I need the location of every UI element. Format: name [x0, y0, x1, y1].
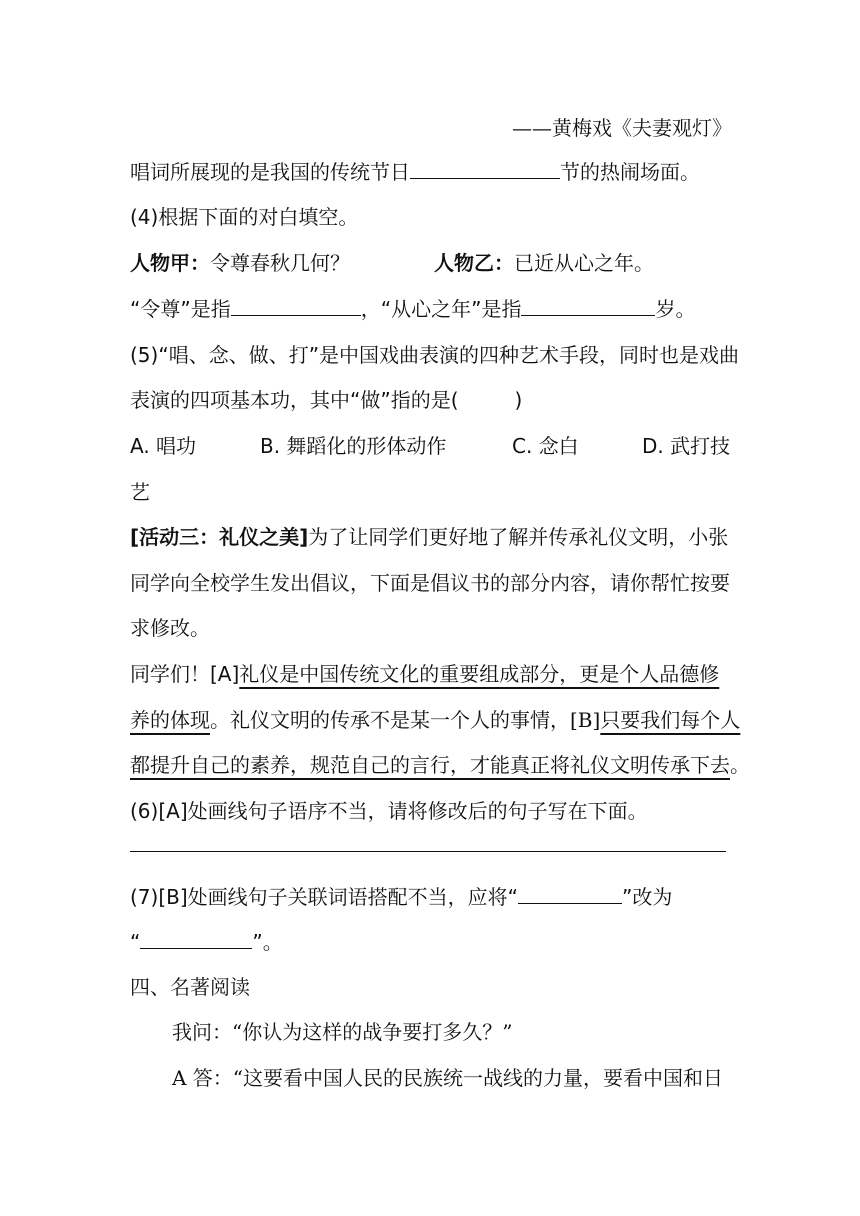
activity3-label: [活动三：礼仪之美] — [130, 525, 309, 549]
option-c[interactable]: C. 念白 — [512, 434, 579, 458]
attribution: ——黄梅戏《夫妻观灯》 — [512, 116, 732, 140]
q7-open-quote: “ — [130, 930, 141, 954]
q7-text-pre: (7)[B]处画线句子关联词语搭配不当，应将“ — [130, 885, 519, 909]
reading-paragraph-1: 我问：“你认为这样的战争要打多久？” — [172, 1020, 513, 1044]
q6-answer-line[interactable] — [130, 851, 726, 852]
speaker-a-text: 令尊春秋几何？ — [210, 251, 350, 275]
speaker-a-label: 人物甲： — [130, 251, 210, 275]
q4-blank-2[interactable] — [521, 295, 655, 316]
q5-line2-text: 表演的四项基本功，其中“做”指的是( — [130, 388, 459, 412]
q6-prompt: (6)[A]处画线句子语序不当，请将修改后的句子写在下面。 — [130, 799, 648, 823]
dialogue-line-b — [434, 249, 654, 277]
underlined-sentence-b-end: 都提升自己的素养，规范自己的言行，才能真正将礼仪文明传承下去 — [130, 753, 730, 777]
q3-blank[interactable] — [410, 158, 560, 179]
q4-fill-line — [130, 295, 695, 323]
dialogue-line — [130, 249, 350, 277]
q7-line2 — [130, 928, 283, 956]
activity3-line1 — [130, 523, 728, 551]
option-a[interactable]: A. 唱功 — [130, 434, 197, 458]
proposal-greeting: 同学们！[A] — [130, 662, 240, 686]
q7-blank-2[interactable] — [140, 928, 252, 949]
proposal-middle-text: 。礼仪文明的传承不是某一个人的事情，[B] — [210, 708, 601, 732]
q4-fill-part2: ，“从心之年”是指 — [360, 297, 522, 321]
speaker-b-text: 已近从心之年。 — [514, 251, 654, 275]
q5-wrap: 艺 — [130, 480, 150, 504]
q5-close-paren: ) — [514, 388, 523, 412]
q7-close-quote: ”。 — [252, 930, 283, 954]
proposal-line3 — [130, 751, 750, 779]
option-b[interactable]: B. 舞蹈化的形体动作 — [260, 434, 447, 458]
activity3-line1-text: 为了让同学们更好地了解并传承礼仪文明，小张 — [308, 525, 729, 549]
q5-line2 — [130, 386, 522, 414]
q7-blank-1[interactable] — [518, 883, 622, 904]
q3-prefix: 唱词所展现的是我国的传统节日 — [130, 160, 410, 184]
q4-fill-part1: “令尊”是指 — [130, 297, 231, 321]
proposal-period: 。 — [730, 753, 750, 777]
q7-line1 — [130, 883, 672, 911]
section4-heading: 四、名著阅读 — [130, 975, 250, 999]
q7-text-post: ”改为 — [622, 885, 673, 909]
proposal-line1 — [130, 660, 719, 688]
q5-line1: (5)“唱、念、做、打”是中国戏曲表演的四种艺术手段，同时也是戏曲 — [130, 343, 740, 367]
speaker-b-label: 人物乙： — [434, 251, 514, 275]
activity3-line2: 同学向全校学生发出倡议，下面是倡议书的部分内容，请你帮忙按要 — [130, 571, 730, 595]
activity3-line3: 求修改。 — [130, 616, 210, 640]
option-d[interactable]: D. 武打技 — [642, 434, 731, 458]
q3-suffix: 节的热闹场面。 — [560, 160, 700, 184]
underlined-sentence-a: 礼仪是中国传统文化的重要组成部分，更是个人品德修 — [239, 662, 720, 686]
underlined-sentence-a-end: 养的体现 — [130, 708, 210, 732]
q3-line — [130, 158, 700, 186]
reading-paragraph-2: A 答：“这要看中国人民的民族统一战线的力量，要看中国和日 — [172, 1066, 724, 1090]
q4-blank-1[interactable] — [231, 295, 361, 316]
underlined-sentence-b: 只要我们每个人 — [600, 708, 741, 732]
q4-fill-part3: 岁。 — [655, 297, 696, 321]
q4-title: (4)根据下面的对白填空。 — [130, 205, 359, 229]
proposal-line2 — [130, 706, 740, 734]
